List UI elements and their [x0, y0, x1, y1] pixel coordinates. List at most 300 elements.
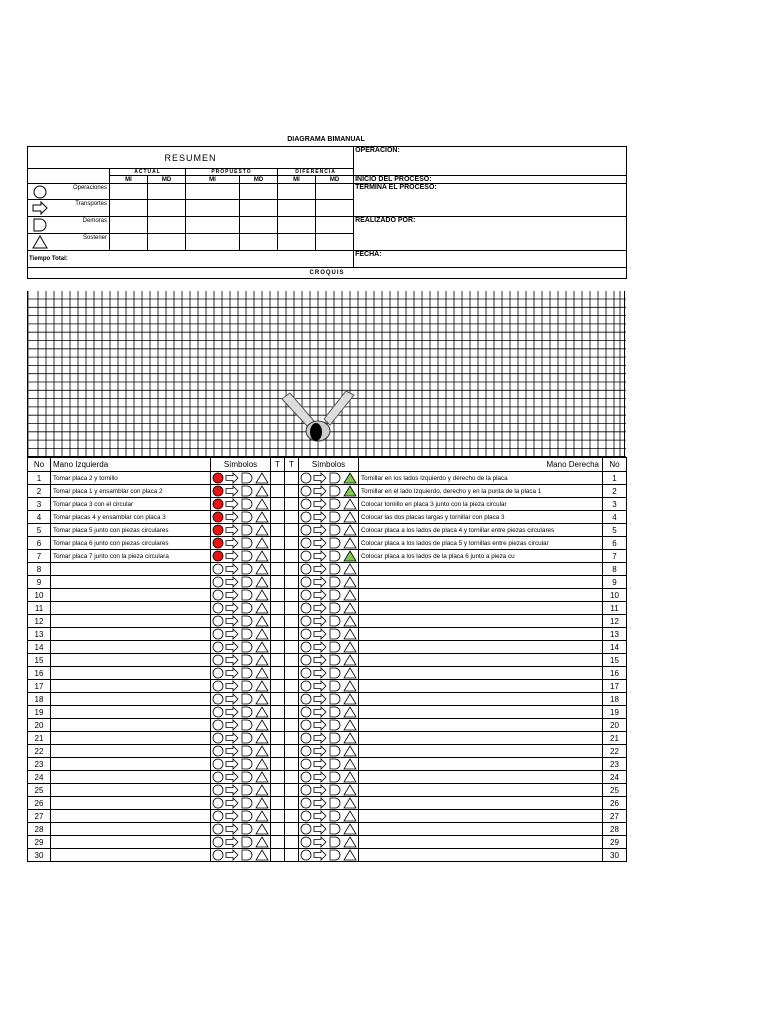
triangle-icon [256, 603, 268, 613]
left-symbols[interactable] [211, 628, 271, 641]
time-right[interactable] [285, 537, 299, 550]
right-hand-activity[interactable] [359, 654, 603, 667]
right-symbols[interactable] [299, 680, 359, 693]
time-right[interactable] [285, 498, 299, 511]
right-hand-activity[interactable]: Tornillar en el lado Izquierdo, derecho y en la punta de la placa 1 [359, 485, 603, 498]
time-left[interactable] [271, 615, 285, 628]
symbol-set-left[interactable] [211, 836, 271, 848]
right-symbols[interactable] [299, 706, 359, 719]
time-right[interactable] [285, 550, 299, 563]
triangle-icon [344, 538, 356, 548]
symbol-set-right[interactable] [299, 602, 359, 614]
row-number: 28 [28, 823, 51, 836]
date-field[interactable]: FECHA: [354, 251, 627, 268]
symbol-set-left[interactable] [211, 719, 271, 731]
symbol-set-right[interactable] [299, 641, 359, 653]
right-symbols[interactable] [299, 576, 359, 589]
circle-icon [301, 759, 311, 769]
right-hand-activity[interactable]: Colocar placa a los lados de la placa 6 junto a pieza cu [359, 550, 603, 563]
left-hand-activity[interactable] [51, 758, 211, 771]
symbol-set-left[interactable] [211, 771, 271, 783]
time-left[interactable] [271, 784, 285, 797]
right-symbols[interactable] [299, 641, 359, 654]
right-hand-activity[interactable] [359, 758, 603, 771]
row-number-right: 24 [603, 771, 627, 784]
time-left[interactable] [271, 511, 285, 524]
symbol-set-left[interactable] [211, 693, 271, 705]
sketch-grid[interactable] [27, 291, 625, 457]
left-hand-activity[interactable] [51, 602, 211, 615]
left-symbols[interactable] [211, 576, 271, 589]
time-left[interactable] [271, 732, 285, 745]
right-hand-activity[interactable] [359, 706, 603, 719]
right-hand-activity[interactable] [359, 784, 603, 797]
symbol-set-left[interactable] [211, 550, 271, 562]
symbol-set-right[interactable] [299, 758, 359, 770]
right-symbols[interactable] [299, 771, 359, 784]
left-hand-activity[interactable]: Tomar placa 2 y tornillo [51, 472, 211, 485]
time-right[interactable] [285, 589, 299, 602]
symbol-set-right[interactable] [299, 836, 359, 848]
right-symbols[interactable] [299, 810, 359, 823]
d-shape-icon [330, 759, 340, 769]
symbol-set-right[interactable] [299, 667, 359, 679]
time-right[interactable] [285, 719, 299, 732]
right-symbols[interactable] [299, 524, 359, 537]
symbol-set-right[interactable] [299, 524, 359, 536]
time-right[interactable] [285, 563, 299, 576]
time-left[interactable] [271, 563, 285, 576]
right-hand-activity[interactable] [359, 797, 603, 810]
symbol-set-left[interactable] [211, 602, 271, 614]
time-left[interactable] [271, 485, 285, 498]
time-right[interactable] [285, 745, 299, 758]
time-right[interactable] [285, 771, 299, 784]
time-left[interactable] [271, 693, 285, 706]
group-propuesto: PROPUESTO [186, 169, 278, 176]
left-symbols[interactable] [211, 550, 271, 563]
time-left[interactable] [271, 771, 285, 784]
symbol-set-left[interactable] [211, 641, 271, 653]
arrow-right-icon [314, 512, 326, 522]
left-symbols[interactable] [211, 511, 271, 524]
symbol-set-left[interactable] [211, 849, 271, 861]
d-shape-icon [242, 759, 252, 769]
left-hand-activity[interactable] [51, 693, 211, 706]
time-left[interactable] [271, 472, 285, 485]
circle-icon [213, 486, 223, 496]
left-symbols[interactable] [211, 745, 271, 758]
symbol-set-left[interactable] [211, 706, 271, 718]
right-hand-activity[interactable] [359, 680, 603, 693]
left-symbols[interactable] [211, 615, 271, 628]
right-hand-activity[interactable] [359, 576, 603, 589]
time-left[interactable] [271, 745, 285, 758]
left-hand-activity[interactable] [51, 589, 211, 602]
time-left[interactable] [271, 550, 285, 563]
triangle-icon [344, 733, 356, 743]
right-symbols[interactable] [299, 719, 359, 732]
d-shape-icon [330, 668, 340, 678]
right-symbols[interactable] [299, 797, 359, 810]
left-symbols[interactable] [211, 784, 271, 797]
row-number-right: 14 [603, 641, 627, 654]
triangle-icon [344, 473, 356, 483]
symbol-set-left[interactable] [211, 485, 271, 497]
symbol-set-left[interactable] [211, 615, 271, 627]
circle-icon [301, 837, 311, 847]
right-symbols[interactable] [299, 784, 359, 797]
d-shape-icon [242, 499, 252, 509]
time-right[interactable] [285, 784, 299, 797]
right-symbols[interactable] [299, 693, 359, 706]
right-hand-activity[interactable] [359, 589, 603, 602]
right-symbols[interactable] [299, 472, 359, 485]
circle-icon [301, 486, 311, 496]
right-symbols[interactable] [299, 511, 359, 524]
right-hand-activity[interactable] [359, 732, 603, 745]
d-shape-icon [242, 733, 252, 743]
left-hand-activity[interactable] [51, 771, 211, 784]
symbol-set-left[interactable] [211, 810, 271, 822]
d-shape-icon [330, 590, 340, 600]
right-symbols[interactable] [299, 758, 359, 771]
left-hand-activity[interactable] [51, 823, 211, 836]
triangle-icon [256, 798, 268, 808]
arrow-right-icon [226, 720, 238, 730]
right-hand-activity[interactable] [359, 810, 603, 823]
symbol-set-left[interactable] [211, 823, 271, 835]
right-symbols[interactable] [299, 550, 359, 563]
symbol-set-right[interactable] [299, 537, 359, 549]
row-number-right: 22 [603, 745, 627, 758]
left-hand-activity[interactable]: Tomar placa 6 junto con piezas circulares [51, 537, 211, 550]
triangle-icon [344, 668, 356, 678]
right-hand-activity[interactable] [359, 563, 603, 576]
symbol-set-right[interactable] [299, 797, 359, 809]
right-symbols[interactable] [299, 732, 359, 745]
left-hand-activity[interactable] [51, 576, 211, 589]
d-shape-icon [330, 746, 340, 756]
right-symbols[interactable] [299, 849, 359, 862]
time-right[interactable] [285, 628, 299, 641]
process-end-field[interactable]: TERMINA EL PROCESO: [354, 184, 627, 217]
symbol-set-left[interactable] [211, 732, 271, 744]
left-hand-activity[interactable] [51, 784, 211, 797]
left-symbols[interactable] [211, 589, 271, 602]
left-symbols[interactable] [211, 641, 271, 654]
left-symbols[interactable] [211, 771, 271, 784]
left-symbols[interactable] [211, 472, 271, 485]
time-left[interactable] [271, 641, 285, 654]
left-symbols[interactable] [211, 693, 271, 706]
left-symbols[interactable] [211, 563, 271, 576]
symbol-set-left[interactable] [211, 745, 271, 757]
symbol-set-right[interactable] [299, 615, 359, 627]
d-shape-icon [242, 694, 252, 704]
time-right[interactable] [285, 836, 299, 849]
symbol-set-right[interactable] [299, 719, 359, 731]
right-hand-activity[interactable] [359, 602, 603, 615]
time-right[interactable] [285, 602, 299, 615]
left-symbols[interactable] [211, 823, 271, 836]
right-symbols[interactable] [299, 615, 359, 628]
row-number: 29 [28, 836, 51, 849]
left-symbols[interactable] [211, 667, 271, 680]
symbol-set-right[interactable] [299, 693, 359, 705]
left-symbols[interactable] [211, 537, 271, 550]
right-symbols[interactable] [299, 836, 359, 849]
time-left[interactable] [271, 836, 285, 849]
symbol-set-left[interactable] [211, 498, 271, 510]
right-hand-activity[interactable] [359, 745, 603, 758]
triangle-icon [256, 512, 268, 522]
row-number-right: 27 [603, 810, 627, 823]
symbol-set-left[interactable] [211, 667, 271, 679]
d-shape-icon [330, 798, 340, 808]
left-symbols[interactable] [211, 680, 271, 693]
arrow-right-icon [314, 720, 326, 730]
left-hand-activity[interactable] [51, 706, 211, 719]
left-hand-activity[interactable] [51, 732, 211, 745]
time-left[interactable] [271, 667, 285, 680]
time-right[interactable] [285, 485, 299, 498]
time-left[interactable] [271, 654, 285, 667]
right-symbols[interactable] [299, 485, 359, 498]
right-hand-activity[interactable] [359, 849, 603, 862]
time-left[interactable] [271, 797, 285, 810]
symbol-set-right[interactable] [299, 680, 359, 692]
time-left[interactable] [271, 524, 285, 537]
symbol-set-left[interactable] [211, 758, 271, 770]
left-symbols[interactable] [211, 849, 271, 862]
symbol-set-right[interactable] [299, 563, 359, 575]
time-right[interactable] [285, 615, 299, 628]
left-symbols[interactable] [211, 810, 271, 823]
time-right[interactable] [285, 810, 299, 823]
right-symbols[interactable] [299, 628, 359, 641]
circle-icon [301, 603, 311, 613]
symbol-set-right[interactable] [299, 706, 359, 718]
circle-icon [32, 185, 48, 199]
symbol-set-right[interactable] [299, 732, 359, 744]
time-right[interactable] [285, 511, 299, 524]
symbol-set-right[interactable] [299, 745, 359, 757]
symbol-set-left[interactable] [211, 511, 271, 523]
right-symbols[interactable] [299, 823, 359, 836]
right-hand-activity[interactable]: Colocar tornillo en placa 3 junto con la pieza circular [359, 498, 603, 511]
left-hand-activity[interactable]: Tomar placa 1 y ensamblar con placa 2 [51, 485, 211, 498]
time-right[interactable] [285, 758, 299, 771]
left-symbols[interactable] [211, 836, 271, 849]
symbol-set-right[interactable] [299, 550, 359, 562]
right-symbols[interactable] [299, 563, 359, 576]
symbol-set-right[interactable] [299, 654, 359, 666]
arrow-right-icon [226, 512, 238, 522]
right-hand-activity[interactable] [359, 667, 603, 680]
time-right[interactable] [285, 693, 299, 706]
symbol-set-left[interactable] [211, 797, 271, 809]
time-left[interactable] [271, 719, 285, 732]
symbol-set-left[interactable] [211, 628, 271, 640]
left-symbols[interactable] [211, 719, 271, 732]
process-start-field[interactable]: INICIO DEL PROCESO: [354, 176, 627, 184]
d-shape-icon [242, 629, 252, 639]
right-hand-activity[interactable] [359, 628, 603, 641]
symbol-set-right[interactable] [299, 485, 359, 497]
time-left[interactable] [271, 823, 285, 836]
arrow-right-icon [226, 616, 238, 626]
left-hand-activity[interactable] [51, 615, 211, 628]
left-hand-activity[interactable]: Tomar placas 4 y ensamblar con placa 3 [51, 511, 211, 524]
symbol-set-left[interactable] [211, 524, 271, 536]
left-symbols[interactable] [211, 524, 271, 537]
left-hand-activity[interactable] [51, 719, 211, 732]
right-hand-activity[interactable]: Colocar las dos placas largas y tornillar con placa 3 [359, 511, 603, 524]
time-left[interactable] [271, 706, 285, 719]
right-symbols[interactable] [299, 498, 359, 511]
right-hand-activity[interactable] [359, 719, 603, 732]
left-symbols[interactable] [211, 758, 271, 771]
symbol-set-left[interactable] [211, 563, 271, 575]
time-right[interactable] [285, 472, 299, 485]
circle-icon [213, 655, 223, 665]
arrow-right-icon [226, 759, 238, 769]
time-left[interactable] [271, 498, 285, 511]
right-hand-activity[interactable] [359, 615, 603, 628]
left-hand-activity[interactable] [51, 680, 211, 693]
symbol-set-right[interactable] [299, 576, 359, 588]
left-symbols[interactable] [211, 498, 271, 511]
right-hand-activity[interactable]: Tornillar en los lados Izquierdo y derecho de la placa [359, 472, 603, 485]
symbol-set-left[interactable] [211, 784, 271, 796]
left-symbols[interactable] [211, 602, 271, 615]
arrow-right-icon [32, 201, 48, 215]
left-hand-activity[interactable] [51, 563, 211, 576]
right-symbols[interactable] [299, 667, 359, 680]
d-shape-icon [242, 616, 252, 626]
left-hand-activity[interactable] [51, 810, 211, 823]
left-symbols[interactable] [211, 654, 271, 667]
d-shape-icon [242, 486, 252, 496]
left-hand-activity[interactable]: Tomar placa 5 junto con piezas circulares [51, 524, 211, 537]
time-left[interactable] [271, 602, 285, 615]
time-right[interactable] [285, 576, 299, 589]
symbol-set-left[interactable] [211, 680, 271, 692]
symbol-set-right[interactable] [299, 810, 359, 822]
symbol-set-left[interactable] [211, 537, 271, 549]
symbol-set-left[interactable] [211, 472, 271, 484]
left-hand-activity[interactable] [51, 745, 211, 758]
time-right[interactable] [285, 667, 299, 680]
symbol-set-right[interactable] [299, 771, 359, 783]
left-hand-activity[interactable] [51, 641, 211, 654]
time-right[interactable] [285, 706, 299, 719]
symbol-set-left[interactable] [211, 589, 271, 601]
d-shape-icon [242, 798, 252, 808]
time-right[interactable] [285, 524, 299, 537]
time-right[interactable] [285, 823, 299, 836]
right-hand-activity[interactable] [359, 823, 603, 836]
row-number-right: 6 [603, 537, 627, 550]
time-right[interactable] [285, 680, 299, 693]
left-symbols[interactable] [211, 797, 271, 810]
time-right[interactable] [285, 849, 299, 862]
arrow-right-icon [226, 486, 238, 496]
right-hand-activity[interactable] [359, 836, 603, 849]
d-shape-icon [330, 850, 340, 860]
time-left[interactable] [271, 589, 285, 602]
time-left[interactable] [271, 849, 285, 862]
time-left[interactable] [271, 537, 285, 550]
left-hand-activity[interactable] [51, 836, 211, 849]
right-symbols[interactable] [299, 602, 359, 615]
table-row [28, 498, 627, 511]
d-shape-icon [242, 603, 252, 613]
left-hand-activity[interactable] [51, 667, 211, 680]
symbol-set-right[interactable] [299, 472, 359, 484]
symbol-set-right[interactable] [299, 823, 359, 835]
time-right[interactable] [285, 641, 299, 654]
time-left[interactable] [271, 628, 285, 641]
symbol-set-right[interactable] [299, 784, 359, 796]
arrow-right-icon [226, 655, 238, 665]
left-symbols[interactable] [211, 732, 271, 745]
left-hand-activity[interactable]: Tomar placa 3 con el circular [51, 498, 211, 511]
right-hand-activity[interactable]: Colocar placa a los lados de placa 4 y tornillar entre piezas circulares [359, 524, 603, 537]
right-hand-activity[interactable] [359, 771, 603, 784]
time-right[interactable] [285, 732, 299, 745]
triangle-icon [344, 629, 356, 639]
symbol-set-right[interactable] [299, 498, 359, 510]
arrow-right-icon [226, 538, 238, 548]
left-hand-activity[interactable] [51, 849, 211, 862]
time-right[interactable] [285, 797, 299, 810]
time-left[interactable] [271, 576, 285, 589]
left-hand-activity[interactable] [51, 628, 211, 641]
left-hand-activity[interactable] [51, 654, 211, 667]
row-number: 19 [28, 706, 51, 719]
symbol-set-right[interactable] [299, 849, 359, 861]
performed-by-field[interactable]: REALIZADO POR: [354, 217, 627, 251]
left-hand-activity[interactable] [51, 797, 211, 810]
time-left[interactable] [271, 680, 285, 693]
arrow-right-icon [226, 681, 238, 691]
time-left[interactable] [271, 810, 285, 823]
d-shape-icon [330, 720, 340, 730]
symbol-set-left[interactable] [211, 654, 271, 666]
summary-row-demoras: Demoras [28, 217, 110, 234]
left-hand-activity[interactable]: Tomar placa 7 junto con la pieza circulara [51, 550, 211, 563]
symbol-set-right[interactable] [299, 589, 359, 601]
symbol-set-right[interactable] [299, 511, 359, 523]
time-right[interactable] [285, 654, 299, 667]
time-left[interactable] [271, 758, 285, 771]
right-symbols[interactable] [299, 589, 359, 602]
symbol-set-left[interactable] [211, 576, 271, 588]
right-hand-activity[interactable]: Colocar placa a los lados de placa 5 y tornillas entre piezas circular [359, 537, 603, 550]
right-symbols[interactable] [299, 745, 359, 758]
right-hand-activity[interactable] [359, 693, 603, 706]
operation-field[interactable]: OPERACIÓN: [354, 147, 627, 176]
row-number: 4 [28, 511, 51, 524]
right-hand-activity[interactable] [359, 641, 603, 654]
left-symbols[interactable] [211, 485, 271, 498]
left-symbols[interactable] [211, 706, 271, 719]
symbol-set-right[interactable] [299, 628, 359, 640]
right-symbols[interactable] [299, 654, 359, 667]
right-symbols[interactable] [299, 537, 359, 550]
